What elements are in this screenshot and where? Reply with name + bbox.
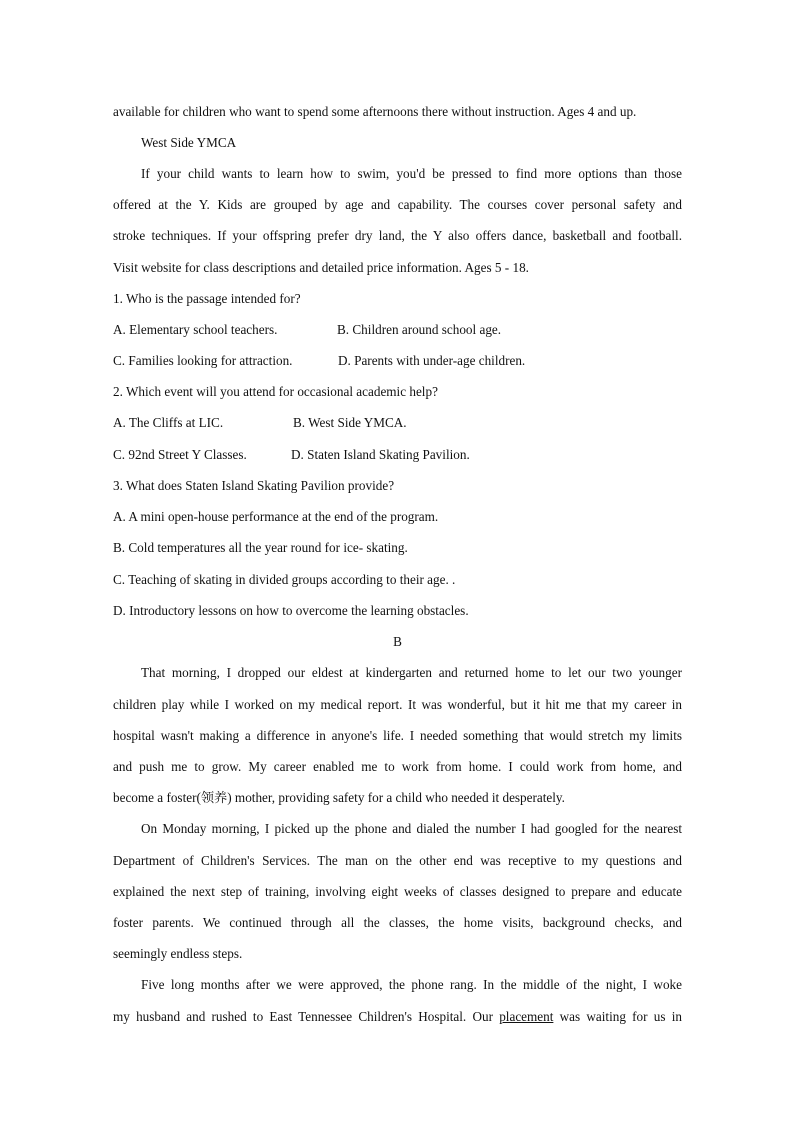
- para2-line-4: foster parents. We continued through all the classes, the home visits, background checks, and: [113, 915, 682, 930]
- para3-line-2: [113, 1009, 682, 1025]
- question-2-row-1: [113, 415, 682, 431]
- question-1-option-a: A. Elementary school teachers.: [113, 322, 278, 337]
- ymca-line-1: If your child wants to learn how to swim, you'd be pressed to find more options than those: [141, 166, 682, 181]
- para2-line-2: Department of Children's Services. The man on the other end was receptive to my questions and: [113, 853, 682, 868]
- placement-underlined-word: placement: [499, 1009, 554, 1024]
- ymca-line-4: Visit website for class descriptions and detailed price information. Ages 5 - 18.: [113, 260, 529, 275]
- para2-line-1: On Monday morning, I picked up the phone and dialed the number I had googled for the nearest: [141, 821, 682, 836]
- question-3-option-d: D. Introductory lessons on how to overcome the learning obstacles.: [113, 603, 469, 618]
- question-2-option-a: A. The Cliffs at LIC.: [113, 415, 224, 430]
- question-3-option-c: C. Teaching of skating in divided groups according to their age. .: [113, 572, 456, 587]
- para2-line-3: explained the next step of training, involving eight weeks of classes designed to prepare and educate: [113, 884, 682, 899]
- ymca-line-3: stroke techniques. If your offspring prefer dry land, the Y also offers dance, basketball and football.: [113, 228, 682, 243]
- para1-line-3: hospital wasn't making a difference in anyone's life. I needed something that would stretch my limits: [113, 728, 682, 743]
- question-3-stem: 3. What does Staten Island Skating Pavilion provide?: [113, 478, 395, 493]
- question-1-row-2: [113, 353, 682, 369]
- question-2-stem: 2. Which event will you attend for occasional academic help?: [113, 384, 438, 399]
- question-1-row-1: [113, 322, 682, 338]
- question-2-row-2: [113, 447, 682, 463]
- para1-line-5: become a foster(领养) mother, providing safety for a child who needed it desperately.: [113, 790, 565, 805]
- question-2-option-d: D. Staten Island Skating Pavilion.: [291, 447, 470, 462]
- question-3-option-b: B. Cold temperatures all the year round for ice- skating.: [113, 540, 408, 555]
- question-2-option-c: C. 92nd Street Y Classes.: [113, 447, 247, 462]
- para1-line-2: children play while I worked on my medical report. It was wonderful, but it hit me that my career in: [113, 697, 682, 712]
- para3-line-1: Five long months after we were approved, the phone rang. In the middle of the night, I woke: [141, 977, 682, 992]
- para3-line-2-end: was waiting for us in: [553, 1009, 682, 1024]
- para3-line-2-start: my husband and rushed to East Tennessee Children's Hospital. Our: [113, 1009, 500, 1024]
- continuation-line: available for children who want to spend some afternoons there without instruction. Ages 4 and up.: [113, 104, 637, 119]
- ymca-heading: West Side YMCA: [141, 135, 237, 150]
- question-1-option-d: D. Parents with under-age children.: [338, 353, 526, 368]
- question-1-option-c: C. Families looking for attraction.: [113, 353, 293, 368]
- para1-line-4: and push me to grow. My career enabled me to work from home. I could work from home, and: [113, 759, 682, 774]
- question-2-option-b: B. West Side YMCA.: [293, 415, 407, 430]
- question-1-option-b: B. Children around school age.: [337, 322, 502, 337]
- question-1-stem: 1. Who is the passage intended for?: [113, 291, 301, 306]
- section-b-heading: B: [393, 634, 402, 649]
- para2-line-5: seemingly endless steps.: [113, 946, 243, 961]
- question-3-option-a: A. A mini open-house performance at the end of the program.: [113, 509, 439, 524]
- para1-line-1: That morning, I dropped our eldest at kindergarten and returned home to let our two younger: [141, 665, 682, 680]
- ymca-line-2: offered at the Y. Kids are grouped by age and capability. The courses cover personal safety and: [113, 197, 682, 212]
